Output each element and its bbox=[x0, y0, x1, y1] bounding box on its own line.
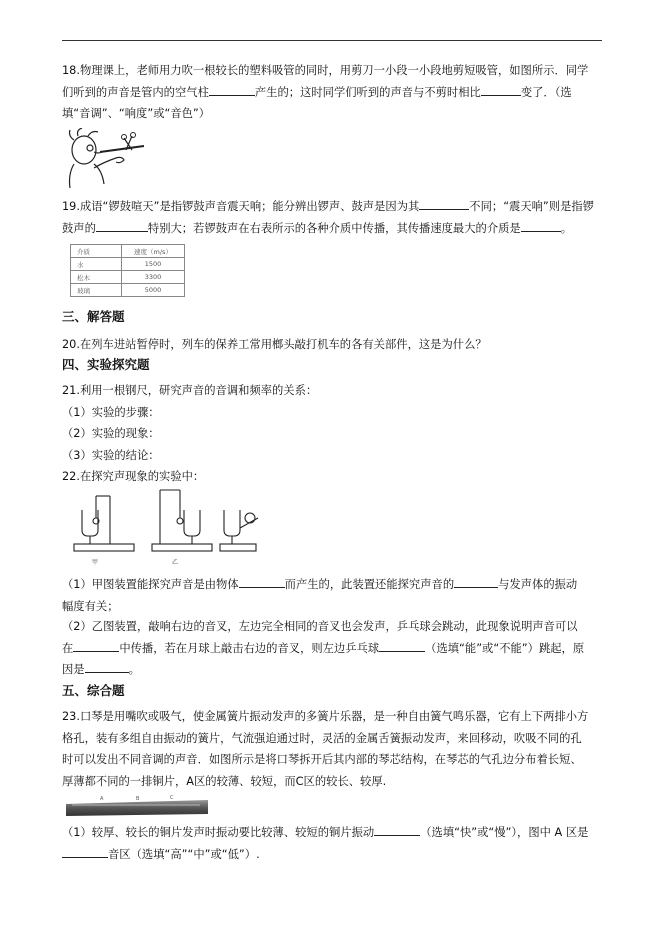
q21-phenomenon: （2）实验的现象： bbox=[62, 427, 160, 440]
q19-line1: 19.成语“锣鼓喧天”是指锣鼓声音震天响；能分辨出锣声、鼓声是因为其 不同；“震天响”则是指锣 bbox=[62, 196, 608, 218]
blank[interactable] bbox=[374, 823, 420, 836]
blank[interactable] bbox=[521, 219, 561, 232]
table-cell: 3300 bbox=[122, 271, 185, 284]
blank[interactable] bbox=[62, 845, 108, 858]
question-23-answers: （1）较厚、较长的铜片发声时振动要比较薄、较短的铜片振动 （选填“快”或“慢”），图中 A 区是 音区（选填“高”“中”或“低”）. bbox=[62, 822, 608, 865]
q19-line2: 鼓声的 特别大；若锣鼓声在右表所示的各种介质中传播，其传播速度最大的介质是 。 bbox=[62, 218, 608, 240]
blank[interactable] bbox=[379, 639, 425, 652]
fig-label-jia: 甲 bbox=[92, 559, 99, 566]
question-19 bbox=[62, 196, 608, 239]
table-cell: 5000 bbox=[122, 284, 185, 297]
fig-label-yi: 乙 bbox=[172, 559, 179, 566]
question-22-part2: （2）乙图装置，敲响右边的音叉，左边完全相同的音叉也会发声，乒乓球会跳动，此现象说明声音可以 在 中传播，若在月球上敲击右边的音叉，则左边乒乓球 （选填“能”或“不能”）跳起，原 因是 。 bbox=[62, 620, 585, 676]
table-header-row bbox=[71, 245, 185, 258]
q21-conclusion: （3）实验的结论： bbox=[62, 448, 160, 462]
table-cell: 1500 bbox=[122, 258, 185, 271]
blank[interactable] bbox=[454, 575, 498, 588]
zone-a-label: A bbox=[100, 796, 104, 802]
q21-title: 21.利用一根钢尺，研究声音的音调和频率的关系： bbox=[62, 384, 318, 397]
table-header: 介质 bbox=[71, 245, 122, 258]
harmonica-reed-figure bbox=[64, 794, 210, 818]
table-cell: 玻璃 bbox=[71, 284, 122, 297]
blank[interactable] bbox=[239, 575, 285, 588]
table-header: 速度（m/s） bbox=[122, 245, 185, 258]
question-20: 20.在列车进站暂停时，列车的保养工常用榔头敲打机车的各有关部件，这是为什么？ bbox=[62, 338, 487, 351]
section-heading-3: 三、解答题 bbox=[62, 309, 125, 324]
blank[interactable] bbox=[481, 83, 521, 96]
question-23: 23.口琴是用嘴吹或吸气，使金属簧片振动发声的多簧片乐器，是一种自由簧气鸣乐器，它有上下两排小方 格孔，装有多组自由振动的簧片，气流强迫通过时，灵活的金属舌簧振动发声，来回移动，吹吸不同的孔 时可以发出不同音调的声音．如图所示是将口琴拆开后其内部的琴芯结构，在琴芯的气孔边分布着长短、 厚薄都不同的一排铜片，A区的较薄、较短，而C区的较长、较厚. bbox=[62, 710, 589, 788]
table-row bbox=[71, 271, 185, 284]
zone-c-label: C bbox=[170, 795, 174, 801]
q18-line3: 填“音调”、“响度”或“音色”） bbox=[62, 107, 211, 120]
blank[interactable] bbox=[73, 639, 119, 652]
zone-b-label: B bbox=[136, 796, 140, 802]
section-heading-4: 四、实验探究题 bbox=[62, 357, 150, 372]
blank[interactable] bbox=[419, 197, 469, 210]
table-row bbox=[71, 258, 185, 271]
q18-line2: 们听到的声音是管内的空气柱 产生的；这时同学们听到的声音与不剪时相比 变了．（选 bbox=[62, 82, 608, 104]
q22-title: 22.在探究声现象的实验中： bbox=[62, 470, 205, 483]
table-row bbox=[71, 284, 185, 297]
teacher-blowing-straw-figure bbox=[64, 128, 148, 190]
tuning-fork-experiment-figure bbox=[72, 488, 262, 566]
blank[interactable] bbox=[209, 83, 255, 96]
q18-line1: 18.物理课上，老师用力吹一根较长的塑料吸管的同时，用剪刀一小段一小段地剪短吸管，如图所示．同学 bbox=[62, 64, 589, 77]
question-18 bbox=[62, 60, 608, 125]
blank[interactable] bbox=[96, 219, 148, 232]
medium-speed-table bbox=[70, 244, 185, 297]
blank[interactable] bbox=[85, 660, 129, 673]
table-cell: 松木 bbox=[71, 271, 122, 284]
question-22-part1: （1）甲图装置能探究声音是由物体 而产生的，此装置还能探究声音的 与发声体的振动 幅度有关； bbox=[62, 574, 608, 617]
question-21 bbox=[62, 380, 608, 466]
q21-step: （1）实验的步骤： bbox=[62, 405, 160, 419]
header-rule bbox=[62, 40, 602, 41]
table-cell: 水 bbox=[71, 258, 122, 271]
section-heading-5: 五、综合题 bbox=[62, 683, 125, 698]
